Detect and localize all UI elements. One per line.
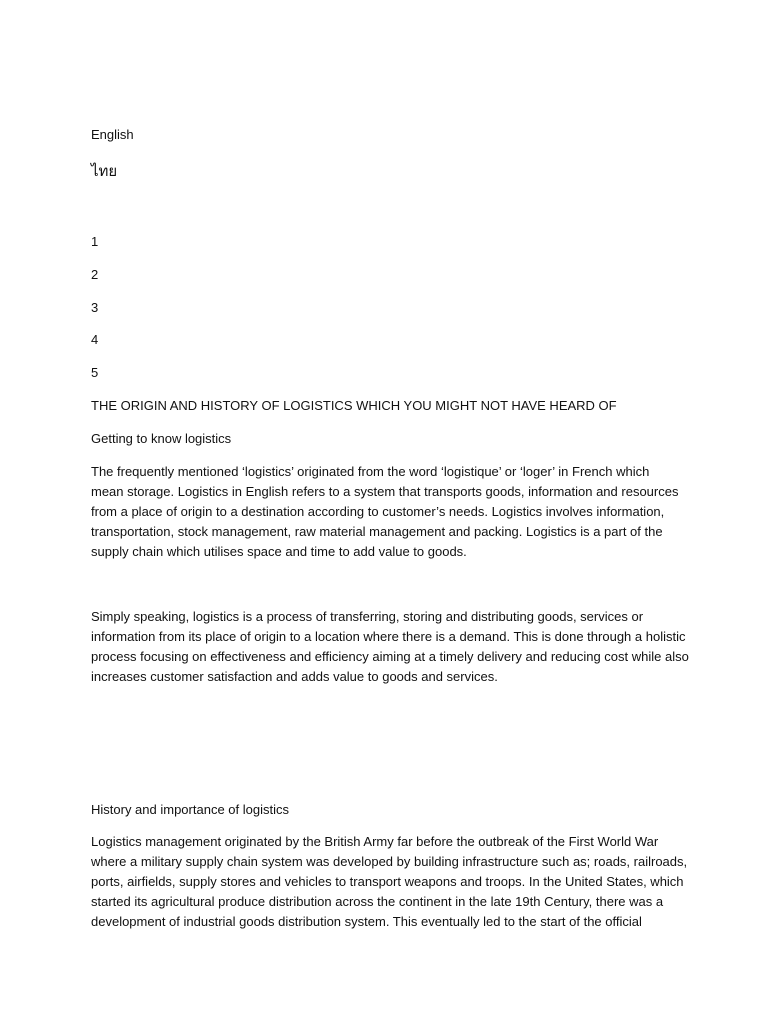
paragraph-line: transportation, stock management, raw material management and packing. Logistics is a part of the (91, 524, 663, 539)
paragraph-history (91, 832, 691, 932)
language-link-english[interactable]: English (91, 127, 134, 142)
paragraph-line: from a place of origin to a destination according to customer’s needs. Logistics involves information, (91, 504, 665, 519)
paragraph-line: started its agricultural produce distribution across the continent in the late 19th Century, there was a (91, 894, 664, 909)
paragraph-line: mean storage. Logistics in English refers to a system that transports goods, information and resources (91, 484, 679, 499)
article-title: THE ORIGIN AND HISTORY OF LOGISTICS WHICH YOU MIGHT NOT HAVE HEARD OF (91, 398, 617, 413)
paragraph-line: increases customer satisfaction and adds value to goods and services. (91, 669, 498, 684)
page-number-4[interactable]: 4 (91, 332, 99, 347)
paragraph-line: process focusing on effectiveness and efficiency aiming at a timely delivery and reducing cost while also (91, 649, 689, 664)
paragraph-line: The frequently mentioned ‘logistics’ originated from the word ‘logistique’ or ‘loger’ in French which (91, 464, 650, 479)
section-heading-getting-to-know: Getting to know logistics (91, 431, 232, 446)
paragraph-line: Simply speaking, logistics is a process of transferring, storing and distributing goods, services or (91, 609, 644, 624)
paragraph-line: supply chain which utilises space and time to add value to goods. (91, 544, 467, 559)
paragraph-line: ports, airfields, supply stores and vehicles to transport weapons and troops. In the United States, which (91, 874, 684, 889)
page-number-2[interactable]: 2 (91, 267, 99, 282)
page-number-3[interactable]: 3 (91, 300, 99, 315)
paragraph-simply-speaking (91, 607, 691, 687)
paragraph-origin (91, 462, 691, 562)
paragraph-line: where a military supply chain system was developed by building infrastructure such as; roads, railroads, (91, 854, 688, 869)
paragraph-line: Logistics management originated by the British Army far before the outbreak of the First World War (91, 834, 659, 849)
paragraph-line: information from its place of origin to a location where there is a demand. This is done through a holistic (91, 629, 686, 644)
page-number-5[interactable]: 5 (91, 365, 99, 380)
paragraph-line: development of industrial goods distribution system. This eventually led to the start of the official (91, 914, 642, 929)
section-heading-history: History and importance of logistics (91, 802, 289, 817)
page-number-1[interactable]: 1 (91, 234, 99, 249)
language-link-thai[interactable]: ไทย (91, 163, 118, 180)
